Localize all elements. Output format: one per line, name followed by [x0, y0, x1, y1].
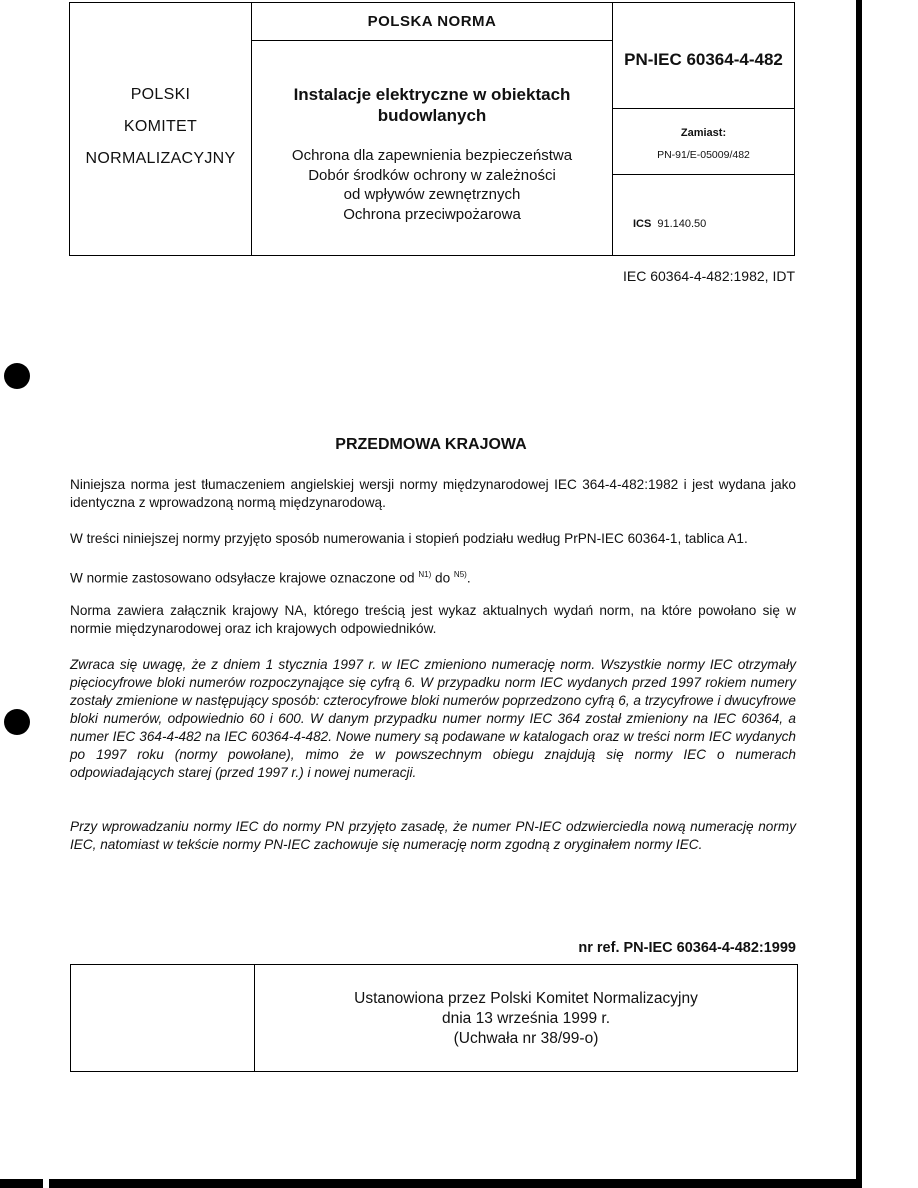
- replaces-value: PN-91/E-05009/482: [657, 149, 750, 161]
- preface-paragraph: Norma zawiera załącznik krajowy NA, którego treścią jest wykaz aktualnych wydań norm, na które powołano się w normie międzynarodowej oraz ich krajowych odpowiedników.: [70, 603, 796, 636]
- reference-number: nr ref. PN-IEC 60364-4-482:1999: [578, 940, 796, 956]
- punch-hole: [4, 363, 30, 389]
- preface-title: PRZEDMOWA KRAJOWA: [335, 436, 527, 453]
- document-title: Instalacje elektryczne w obiektach budowlanych: [293, 85, 571, 125]
- preface-paragraph: Przy wprowadzaniu normy IEC do normy PN przyjęto zasadę, że numer PN-IEC odzwierciedla nową numerację normy IEC, natomiast w tekście normy PN-IEC zachowuje się numerację norm zgodną z oryginałem normy IEC.: [70, 819, 796, 852]
- approval-table: [70, 964, 798, 1072]
- replaces-box: [613, 110, 794, 175]
- committee-cell: [70, 3, 252, 255]
- ics-code: ICS 91.140.50: [633, 218, 707, 230]
- standard-number: PN-IEC 60364-4-482: [624, 50, 783, 69]
- header-table: [69, 2, 795, 256]
- preface-paragraph: Zwraca się uwagę, że z dniem 1 stycznia 1997 r. w IEC zmieniono numerację norm. Wszystkie normy IEC otrzymały pięciocyfrowe bloki numerów rozpoczynające się cyfrą 6. W przypadku norm IEC wydanych przed 1997 rokiem numery zostały zmienione w następujący sposób: czterocyfrowe bloki numerów poprzedzono cyfrą 6, a trzycyfrowe i dwucyfrowe bloki numerów, odpowiednio 60 i 600. W danym przypadku numer normy IEC 364 został zmieniony na IEC 60364, a numer IEC 364-4-482 na IEC 60364-4-482. Nowe numery są podawane w katalogach oraz w treści norm IEC wydanych po 1997 roku (normy powołane), mimo że w powszechnym obiegu znajdują się normy IEC o numerach odpowiadających starej (przed 1997 r.) i nowej numeracji.: [70, 657, 796, 780]
- number-cell: [613, 3, 794, 255]
- replaces-label: Zamiast:: [680, 127, 727, 139]
- committee-name: POLSKI KOMITET NORMALIZACYJNY: [85, 86, 236, 167]
- preface-paragraph: Niniejsza norma jest tłumaczeniem angielskiej wersji normy międzynarodowej IEC 364-4-482:1982 i jest wydana jako identyczna z wprowadzoną normą międzynarodową.: [70, 477, 796, 510]
- preface-paragraph: W treści niniejszej normy przyjęto sposób numerowania i stopień podziału według PrPN-IEC 60364-1, tablica A1.: [70, 531, 748, 546]
- scan-bottom-bar: [0, 1179, 862, 1188]
- norm-label: POLSKA NORMA: [252, 3, 612, 41]
- iec-reference: IEC 60364-4-482:1982, IDT: [623, 268, 795, 284]
- scan-edge: [856, 0, 862, 1188]
- preface-paragraph: W normie zastosowano odsyłacze krajowe oznaczone od $^{N1)}$ do $^{N5)}$.: [70, 570, 471, 586]
- approval-text: Ustanowiona przez Polski Komitet Normalizacyjny dnia 13 września 1999 r. (Uchwała nr 38/99-o): [354, 990, 698, 1047]
- document-subtitle: Ochrona dla zapewnienia bezpieczeństwa Dobór środków ochrony w zależności od wpływów zewnętrznych Ochrona przeciwpożarowa: [291, 147, 573, 223]
- punch-hole: [4, 709, 30, 735]
- title-cell: [252, 3, 613, 255]
